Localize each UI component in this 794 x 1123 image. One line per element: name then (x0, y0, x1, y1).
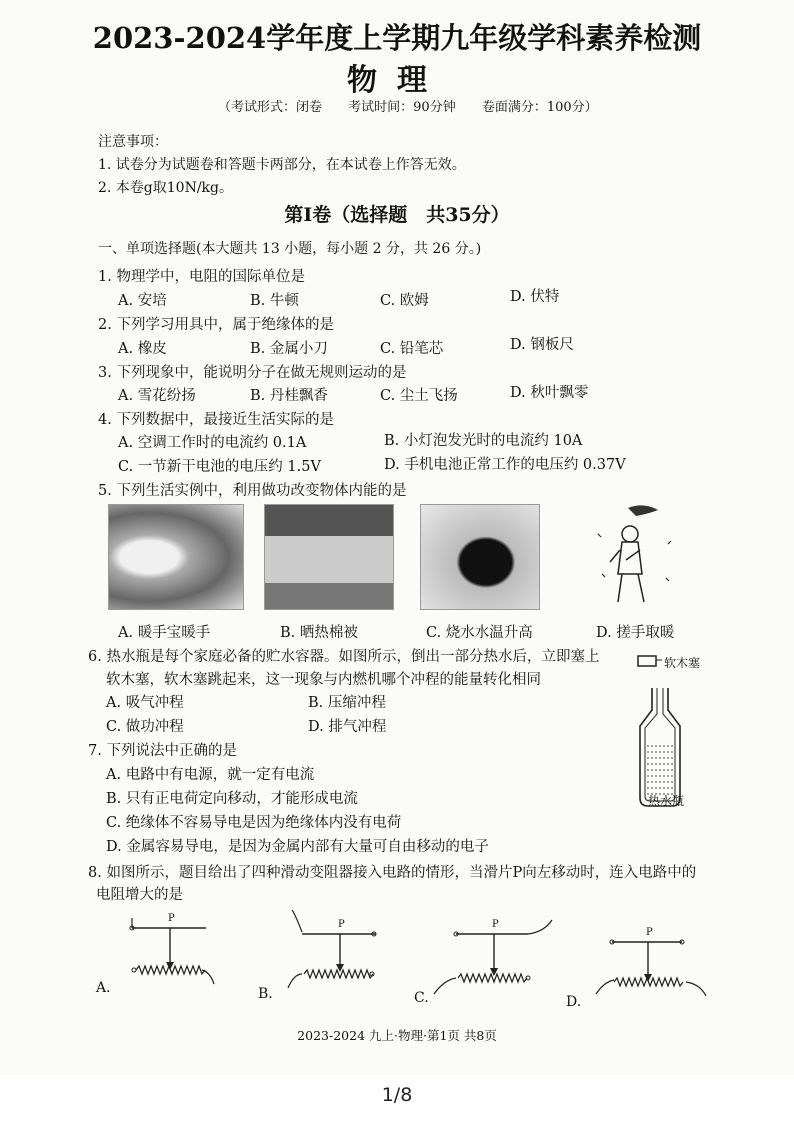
question-stem: 2. 下列学习用具中，属于绝缘体的是 (98, 317, 334, 333)
slider-label: P (338, 919, 345, 930)
option: D. 搓手取暖 (596, 625, 675, 641)
section-title: 第Ⅰ卷（选择题 共35分） (284, 204, 510, 226)
option: B. 晒热棉被 (280, 625, 358, 641)
option: A. 电路中有电源，就一定有电流 (106, 767, 315, 783)
option: B. 牛顿 (250, 293, 299, 309)
question-stem: 8. 如图所示，题目给出了四种滑动变阻器接入电路的情形，当滑片P向左移动时，连入电路中的 (88, 865, 697, 881)
question-stem: 软木塞，软木塞跳起来，这一现象与内燃机哪个冲程的能量转化相同 (106, 672, 541, 688)
full-score: 卷面满分：100分） (481, 100, 598, 115)
rheostat-d (596, 940, 706, 996)
option: C. 尘土飞扬 (380, 388, 458, 404)
option: A. (96, 980, 111, 996)
question-stem: 6. 热水瓶是每个家庭必备的贮水容器。如图所示，倒出一部分热水后，立即塞上 (88, 649, 600, 665)
note-item: 1. 试卷分为试题卷和答题卡两部分，在本试卷上作答无效。 (98, 157, 466, 173)
option: D. 金属容易导电，是因为金属内部有大量可自由移动的电子 (106, 839, 489, 855)
option: C. (414, 990, 429, 1006)
option: B. 金属小刀 (250, 341, 328, 357)
exam-info (218, 96, 620, 115)
thermos-label: 热水瓶 (648, 794, 685, 808)
slider-label: P (646, 927, 653, 938)
exam-form: （考试形式：闭卷 (218, 100, 323, 115)
option: C. 烧水水温升高 (426, 625, 533, 641)
rheostat-c (434, 920, 552, 994)
option: D. 手机电池正常工作的电压约 0.37V (384, 457, 626, 473)
option: C. 做功冲程 (106, 719, 184, 735)
rubbing-hands-illustration (588, 504, 684, 608)
page-indicator: 1/8 (381, 1084, 413, 1106)
slider-label: P (168, 913, 175, 924)
option: C. 绝缘体不容易导电是因为绝缘体内没有电荷 (106, 815, 402, 831)
rheostat-b (288, 910, 376, 988)
question-stem: 5. 下列生活实例中，利用做功改变物体内能的是 (98, 483, 407, 499)
notes-heading: 注意事项： (98, 134, 168, 150)
option: B. 丹桂飘香 (250, 388, 328, 404)
option: A. 安培 (118, 293, 167, 309)
option: D. (566, 994, 582, 1010)
question-stem: 4. 下列数据中，最接近生活实际的是 (98, 412, 334, 428)
option: B. 小灯泡发光时的电流约 10A (384, 433, 583, 449)
option: C. 欧姆 (380, 293, 429, 309)
option: B. 只有正电荷定向移动，才能形成电流 (106, 791, 358, 807)
option: D. 秋叶飘零 (510, 385, 589, 401)
question-stem: 3. 下列现象中，能说明分子在做无规则运动的是 (98, 365, 407, 381)
option: C. 一节新干电池的电压约 1.5V (118, 459, 321, 475)
option: A. 暖手宝暖手 (118, 625, 211, 641)
option: B. (258, 986, 273, 1002)
option: C. 铅笔芯 (380, 341, 444, 357)
exam-time: 考试时间：90分钟 (348, 100, 456, 115)
option: D. 伏特 (510, 289, 560, 305)
hand-warmer-photo (108, 504, 244, 610)
question-stem: 电阻增大的是 (96, 887, 183, 903)
subject-title: 物理 (347, 63, 447, 98)
quilt-drying-photo (264, 504, 394, 610)
question-stem: 1. 物理学中，电阻的国际单位是 (98, 269, 305, 285)
note-item: 2. 本卷g取10N/kg。 (98, 180, 233, 196)
option: A. 橡皮 (118, 341, 167, 357)
option: A. 空调工作时的电流约 0.1A (118, 435, 307, 451)
part-title: 一、单项选择题(本大题共 13 小题，每小题 2 分，共 26 分。) (98, 241, 482, 257)
slider-label: P (492, 919, 499, 930)
question-stem: 7. 下列说法中正确的是 (88, 743, 237, 759)
option: A. 雪花纷扬 (118, 388, 196, 404)
page-footer: 2023-2024 九上·物理·第1页 共8页 (297, 1028, 497, 1043)
option: B. 压缩冲程 (308, 695, 386, 711)
exam-title: 2023-2024学年度上学期九年级学科素养检测 (92, 21, 702, 55)
cork-label: 软木塞 (664, 656, 701, 670)
kettle-boiling-photo (420, 504, 540, 610)
option: D. 钢板尺 (510, 337, 574, 353)
option: A. 吸气冲程 (106, 695, 184, 711)
rheostat-a (130, 918, 214, 984)
option: D. 排气冲程 (308, 719, 387, 735)
